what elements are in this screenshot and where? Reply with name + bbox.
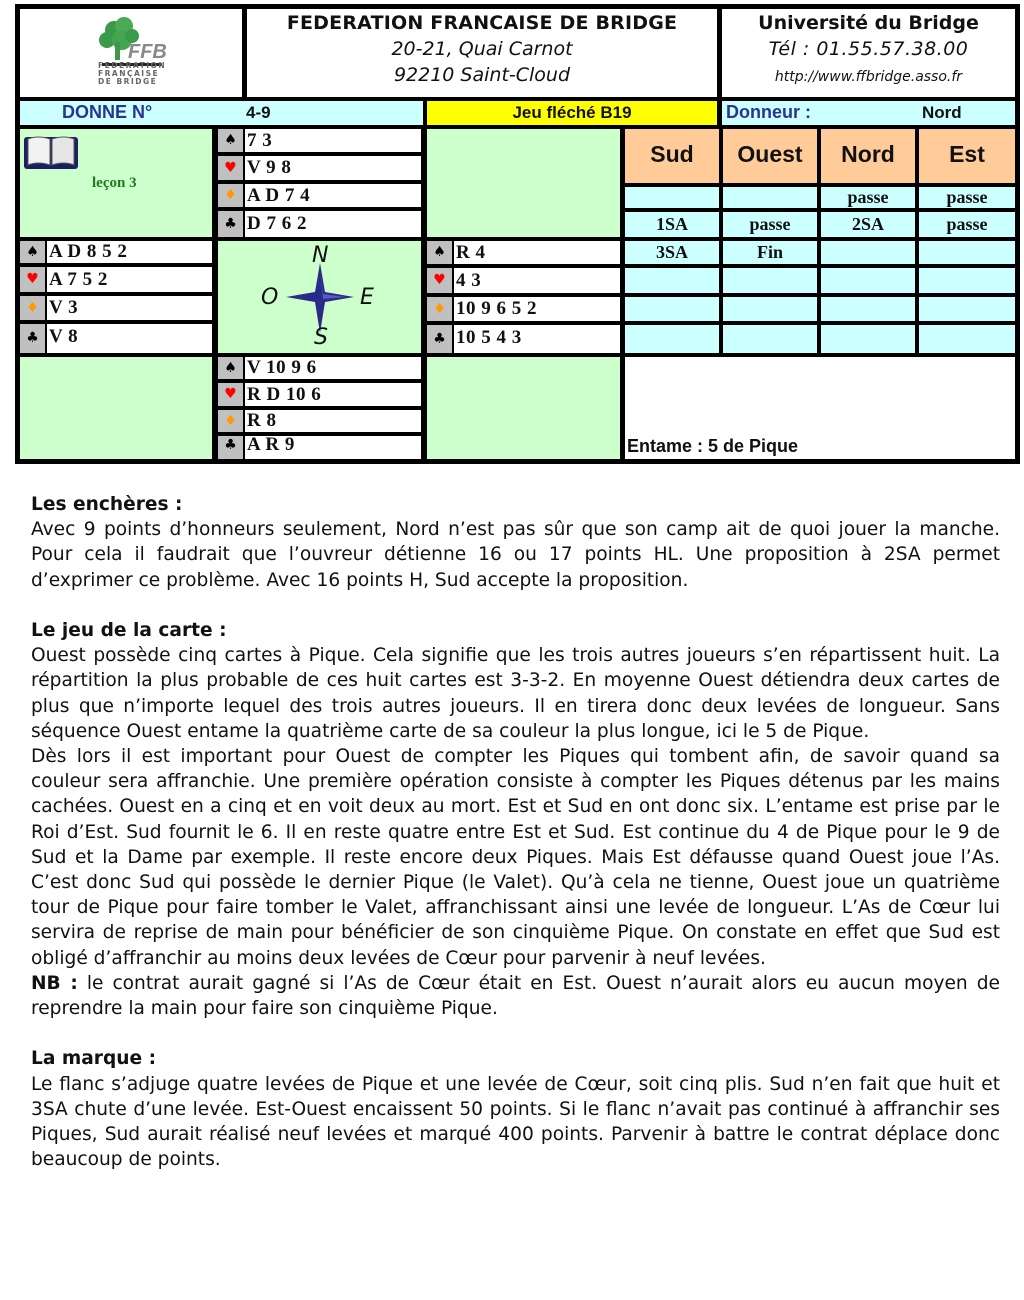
encheres-text: Avec 9 points d’honneurs seulement, Nord n’est pas sûr que son camp ait de quoi jouer la manche. Pour cela il faudrait que l’ouvreur détienne 16 ou 17 points HL. Une proposition à 2SA permet d’exprimer ce problème. Avec 16 points H, Sud accepte la proposition.: [31, 519, 1000, 591]
bid-cell: [821, 241, 915, 264]
logo-line: DE BRIDGE: [98, 77, 158, 86]
bid-header: Ouest: [723, 129, 817, 183]
university-cell: [722, 9, 1015, 97]
north-clubs: D 7 6 2: [245, 211, 421, 237]
bid-cell: Fin: [723, 241, 817, 264]
marque-text: Le flanc s’adjuge quatre levées de Pique et une levée de Cœur, soit cinq plis. Sud n’en fait que huit et 3SA chute d’une levée. Est-Ouest encaissent 50 points. Si le flanc n’avait pas continué à affranchir ses Piques, Sud aurait réalisé neuf levées et marqué 400 points. Parvenir à battre le contrat déplace donc beaucoup de points.: [31, 1073, 1000, 1171]
donne-number: 4-9: [246, 103, 271, 122]
bid-cell: [919, 297, 1015, 321]
donneur-label: Donneur :: [726, 102, 811, 122]
federation-title: FEDERATION FRANCAISE DE BRIDGE: [286, 12, 678, 34]
club-icon: ♣: [20, 324, 45, 353]
entame-label: Entame : 5 de Pique: [627, 436, 799, 456]
club-icon: ♣: [218, 211, 243, 237]
east-spades: R 4: [454, 241, 620, 264]
logo-line: FRANÇAISE: [98, 69, 160, 78]
nb-label: NB :: [31, 972, 78, 994]
east-clubs: 10 5 4 3: [454, 325, 620, 353]
compass-o: O: [261, 285, 279, 310]
entame-cell: [625, 357, 1015, 459]
jeu-paragraph-1: Ouest possède cinq cartes à Pique. Cela signifie que les trois autres joueurs s’en répartissent huit. La répartition la plus probable de ces huit cartes est 3-3-2. En moyenne Ouest détiendra deux cartes de plus que n’importe lequel des trois autres joueurs. Il en tirera donc deux levées de longueur. Sans séquence Ouest entame la quatrième carte de sa couleur la plus longue, ici le 5 de Pique.: [31, 645, 1000, 742]
university-url[interactable]: http://www.ffbridge.asso.fr: [774, 69, 963, 85]
west-diamonds: V 3: [47, 296, 212, 320]
bid-cell: [821, 297, 915, 321]
logo-cell: [20, 9, 242, 97]
south-spades: V 10 9 6: [245, 357, 421, 379]
heart-icon: ♥: [427, 268, 452, 293]
jeu-title: Le jeu de la carte :: [31, 620, 227, 641]
donne-cell: [20, 101, 423, 125]
club-icon: ♣: [427, 325, 452, 353]
logo-line: FEDERATION: [98, 61, 167, 70]
jeu-label: Jeu fléché B19: [512, 103, 632, 122]
compass-cell: [218, 241, 421, 353]
svg-text:FFB: FFB: [128, 41, 167, 63]
empty-ne-cell: [427, 129, 620, 237]
jeu-paragraph-2: Dès lors il est important pour Ouest de compter les Piques qui tombent afin, de savoir quand sa couleur sera affranchie. Une première opération consiste à compter les Piques détenus par les mains cachées. Ouest en a cinq et en voit deux au mort. Est et Sud en ont donc six. L’entame est prise par le Roi d’Est. Sud fournit le 6. Il en reste quatre entre Est et Sud. Est continue du 4 de Pique pour le 9 de Sud et la Dame par exemple. Il reste encore deux Piques. Mais Est défausse quand Ouest joue l’As. C’est donc Sud qui possède le dernier Pique (le Valet). Qu’à cela ne tienne, Ouest joue un quatrième tour de Pique pour faire tomber le Valet, affranchissant ainsi une levée de longueur. L’As de Cœur lui servira de reprise de main pour bénéficier de son cinquième Pique. On constate en effet que Sud est obligé d’affranchir au moins deux levées de Cœur pour parvenir à neuf levées.: [31, 746, 1000, 969]
lesson-label[interactable]: leçon 3: [92, 175, 137, 191]
federation-address1: 20-21, Quai Carnot: [391, 38, 573, 60]
nb-text: le contrat aurait gagné si l’As de Cœur était en Est. Ouest n’aurait alors eu aucun moyen de reprendre la main pour faire son cinquième Pique.: [31, 972, 1000, 1020]
university-tel: Tél : 01.55.57.38.00: [768, 38, 969, 60]
heart-icon: ♥: [20, 267, 45, 292]
donneur-cell: [722, 101, 1015, 125]
south-diamonds: R 8: [245, 410, 421, 432]
north-hearts: V 9 8: [245, 156, 421, 180]
south-hearts: R D 10 6: [245, 383, 421, 406]
donne-label: DONNE N°: [62, 102, 153, 122]
west-spades: A D 8 5 2: [47, 241, 212, 263]
diamond-icon: ♦: [427, 297, 452, 321]
bid-cell: 3SA: [625, 241, 719, 264]
diamond-icon: ♦: [20, 296, 45, 320]
bid-cell: [821, 325, 915, 353]
bid-header: Sud: [625, 129, 719, 183]
diamond-icon: ♦: [218, 410, 243, 432]
spade-icon: ♠: [218, 129, 243, 152]
logo-subtext: [98, 62, 166, 86]
compass-e: E: [360, 285, 374, 310]
book-icon[interactable]: [24, 133, 78, 169]
empty-se-cell: [427, 357, 620, 459]
marque-title: La marque :: [31, 1048, 157, 1070]
bid-cell: [723, 187, 817, 208]
bid-cell: passe: [723, 212, 817, 237]
bid-cell: [625, 268, 719, 293]
donneur-value: Nord: [922, 103, 962, 122]
west-hearts: A 7 5 2: [47, 267, 212, 292]
commentary: [31, 492, 1000, 1172]
bid-cell: [919, 268, 1015, 293]
bid-header: Est: [919, 129, 1015, 183]
empty-sw-cell: [20, 357, 212, 459]
bid-cell: passe: [919, 212, 1015, 237]
bid-cell: [919, 241, 1015, 264]
east-diamonds: 10 9 6 5 2: [454, 297, 620, 321]
spade-icon: ♠: [218, 357, 243, 379]
lesson-cell: [20, 129, 212, 237]
compass-n: N: [312, 243, 329, 268]
bid-cell: [723, 325, 817, 353]
north-spades: 7 3: [245, 129, 421, 152]
encheres-title: Les enchères :: [31, 494, 183, 515]
bid-cell: [821, 268, 915, 293]
bid-cell: [723, 297, 817, 321]
bid-cell: passe: [821, 187, 915, 208]
spade-icon: ♠: [20, 241, 45, 263]
deal-board: [15, 4, 1020, 464]
bid-cell: [625, 297, 719, 321]
nb-paragraph: [31, 971, 1000, 1021]
compass-s: S: [314, 325, 328, 350]
bid-cell: [625, 325, 719, 353]
bid-cell: 2SA: [821, 212, 915, 237]
spade-icon: ♠: [427, 241, 452, 264]
north-diamonds: A D 7 4: [245, 184, 421, 207]
bid-cell: [919, 325, 1015, 353]
heart-icon: ♥: [218, 156, 243, 180]
east-hearts: 4 3: [454, 268, 620, 293]
federation-cell: [247, 9, 717, 97]
club-icon: ♣: [218, 436, 243, 459]
bid-cell: 1SA: [625, 212, 719, 237]
south-clubs: A R 9: [245, 436, 421, 459]
federation-address2: 92210 Saint-Cloud: [393, 64, 571, 86]
bid-cell: [723, 268, 817, 293]
bid-cell: passe: [919, 187, 1015, 208]
bid-cell: [625, 187, 719, 208]
jeu-cell: [427, 101, 717, 125]
bid-header: Nord: [821, 129, 915, 183]
west-clubs: V 8: [47, 324, 212, 353]
diamond-icon: ♦: [218, 184, 243, 207]
heart-icon: ♥: [218, 383, 243, 406]
university-title: Université du Bridge: [758, 12, 979, 34]
